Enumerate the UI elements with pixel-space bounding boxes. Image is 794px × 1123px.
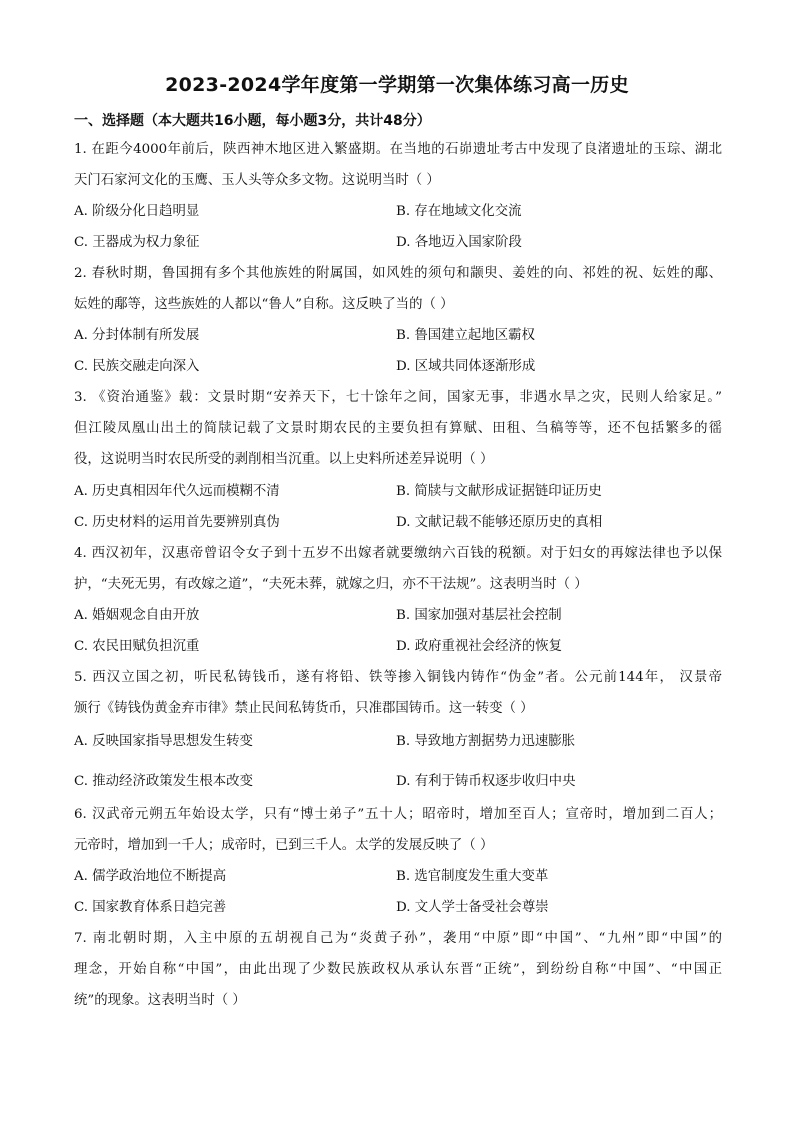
section-heading: 一、选择题（本大题共16小题，每小题3分，共计48分） — [74, 113, 431, 129]
option-a[interactable]: A. 阶级分化日趋明显 — [74, 204, 200, 219]
question-text-line: 4. 西汉初年，汉惠帝曾诏令女子到十五岁不出嫁者就要缴纳六百钱的税额。对于妇女的再嫁法律也予以保 — [74, 546, 722, 561]
option-d[interactable]: D. 各地迈入国家阶段 — [396, 235, 522, 250]
question-text-line: 但江陵凤凰山出土的简牍记载了文景时期农民的主要负担有算赋、田租、刍稿等等，还不包括繁多的徭 — [74, 421, 722, 436]
question-text-line: 3. 《资治通鉴》载：文景时期“安养天下，七十馀年之间，国家无事，非遇水旱之灾，民则人给家足。” — [74, 390, 722, 405]
option-b[interactable]: B. 国家加强对基层社会控制 — [396, 608, 562, 623]
option-d[interactable]: D. 区域共同体逐渐形成 — [396, 359, 536, 374]
question-text-line: 妘姓的鄅等，这些族姓的人都以“鲁人”自称。这反映了当的（ ） — [74, 297, 454, 312]
question-text-line: 2. 春秋时期，鲁国拥有多个其他族姓的附属国，如风姓的须句和颛臾、姜姓的向、祁姓的祝、妘姓的鄅、 — [74, 266, 722, 281]
question-text-line: 颁行《铸钱伪黄金弃市律》禁止民间私铸货币，只准郡国铸币。这一转变（ ） — [74, 701, 534, 716]
option-d[interactable]: D. 政府重视社会经济的恢复 — [396, 639, 563, 654]
question-text-line: 6. 汉武帝元朔五年始设太学，只有“博士弟子”五十人；昭帝时，增加至百人；宣帝时，增加到二百人； — [74, 807, 722, 822]
option-c[interactable]: C. 历史材料的运用首先要辨别真伪 — [74, 515, 280, 530]
option-b[interactable]: B. 鲁国建立起地区霸权 — [396, 328, 535, 343]
question-text-line: 天门石家河文化的玉鹰、玉人头等众多文物。这说明当时（ ） — [74, 173, 440, 188]
question-text-line: 理念，开始自称“中国”，由此出现了少数民族政权从承认东晋“正统”，到纷纷自称“中国”、“中国正 — [74, 962, 722, 977]
option-d[interactable]: D. 文人学士备受社会尊崇 — [396, 900, 549, 915]
option-c[interactable]: C. 民族交融走向深入 — [74, 359, 200, 374]
question-text-line: 7. 南北朝时期，入主中原的五胡视自己为“炎黄子孙”，袭用“中原”即“中国”、“九州”即“中国”的 — [74, 931, 722, 946]
option-a[interactable]: A. 儒学政治地位不断提高 — [74, 869, 227, 884]
option-a[interactable]: A. 反映国家指导思想发生转变 — [74, 734, 253, 749]
option-a[interactable]: A. 历史真相因年代久远而模糊不清 — [74, 484, 280, 499]
question-text-line: 1. 在距今4000年前后，陕西神木地区进入繁盛期。在当地的石峁遗址考古中发现了良渚遗址的玉琮、湖北 — [74, 142, 722, 157]
question-text-line: 护，“夫死无男，有改嫁之道”，“夫死未葬，就嫁之归，亦不干法规”。这表明当时（ ） — [74, 577, 588, 592]
option-c[interactable]: C. 国家教育体系日趋完善 — [74, 900, 227, 915]
option-b[interactable]: B. 选官制度发生重大变革 — [396, 869, 549, 884]
option-b[interactable]: B. 存在地域文化交流 — [396, 204, 522, 219]
option-c[interactable]: C. 推动经济政策发生根本改变 — [74, 774, 253, 789]
option-c[interactable]: C. 农民田赋负担沉重 — [74, 639, 200, 654]
option-b[interactable]: B. 简牍与文献形成证据链印证历史 — [396, 484, 602, 499]
question-text-line: 统”的现象。这表明当时（ ） — [74, 993, 246, 1008]
option-d[interactable]: D. 有利于铸币权逐步收归中央 — [396, 774, 576, 789]
question-text-line: 元帝时，增加到一千人；成帝时，已到三千人。太学的发展反映了（ ） — [74, 838, 494, 853]
option-d[interactable]: D. 文献记载不能够还原历史的真相 — [396, 515, 603, 530]
option-a[interactable]: A. 婚姻观念自由开放 — [74, 608, 200, 623]
page-title: 2023-2024学年度第一学期第一次集体练习高一历史 — [165, 74, 629, 96]
option-c[interactable]: C. 王器成为权力象征 — [74, 235, 200, 250]
question-text-line: 役，这说明当时农民所受的剥削相当沉重。以上史料所述差异说明（ ） — [74, 452, 494, 467]
question-text-line: 5. 西汉立国之初，听民私铸钱币，遂有将铅、铁等掺入铜钱内铸作“伪金”者。公元前144年， 汉景帝 — [74, 670, 722, 685]
option-a[interactable]: A. 分封体制有所发展 — [74, 328, 200, 343]
option-b[interactable]: B. 导致地方割据势力迅速膨胀 — [396, 734, 576, 749]
